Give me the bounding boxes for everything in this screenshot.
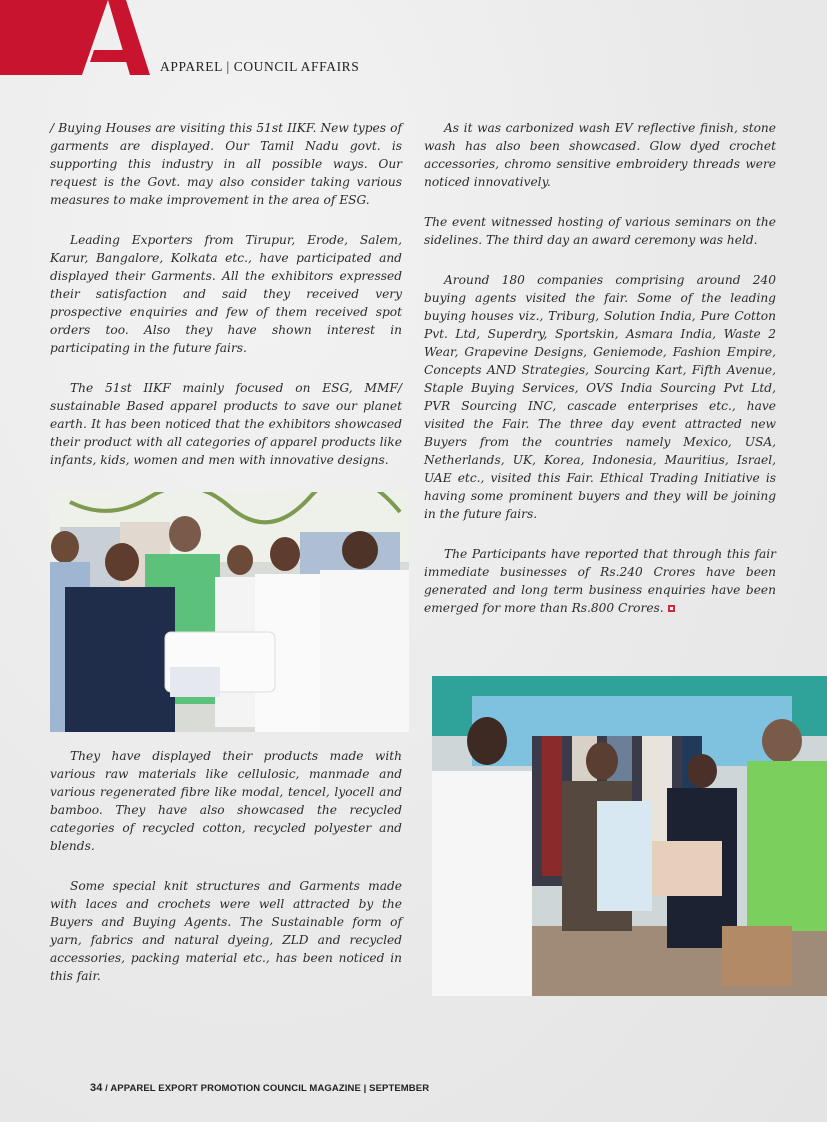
end-of-article-icon [668,605,675,612]
right-column [424,119,776,639]
event-photo-stall [432,676,827,996]
section-title: APPAREL | COUNCIL AFFAIRS [160,59,360,74]
event-photo-delegates [50,492,409,732]
magazine-logo [0,0,160,80]
paragraph: / Buying Houses are visiting this 51st IIKF. New types of garments are displayed. Our Tamil Nadu govt. is supporting this industry in all possible ways. Our request is the Govt. may also consider taking various measures to make improvement in the area of ESG. [50,121,402,207]
paragraph: As it was carbonized wash EV reflective finish, stone wash has also been showcased. Glow dyed crochet accessories, chromo sensitive embroidery threads were noticed innovatively. [424,121,776,189]
page-header [0,0,827,80]
page-number: 34 [90,1082,103,1094]
paragraph-closing [424,545,776,617]
left-column-lower [50,747,402,1007]
footer-separator: / [102,1083,111,1094]
page-footer [90,1082,429,1094]
paragraph: Some special knit structures and Garments made with laces and crochets were well attracted by the Buyers and Buying Agents. The Sustainable form of yarn, fabrics and natural dyeing, ZLD and recycled accessories, packing material etc., has been noticed in this fair. [50,879,402,983]
paragraph: Leading Exporters from Tirupur, Erode, Salem, Karur, Bangalore, Kolkata etc., have participated and displayed their Garments. All the exhibitors expressed their satisfaction and said they received very prospective enquiries and few of them received spot orders too. Also they have shown interest in participating in the future fairs. [50,233,402,355]
paragraph: They have displayed their products made with various raw materials like cellulosic, manmade and various regenerated fibre like modal, tencel, lyocell and bamboo. They have also showcased the recycled categories of recycled cotton, recycled polyester and blends. [50,749,402,853]
paragraph: The event witnessed hosting of various seminars on the sidelines. The third day an award ceremony was held. [424,215,776,247]
paragraph: The 51st IIKF mainly focused on ESG, MMF/ sustainable Based apparel products to save our planet earth. It has been noticed that the exhibitors showcased their product with all categories of apparel products like infants, kids, women and men with innovative designs. [50,381,402,467]
left-column [50,119,402,491]
paragraph-text: The Participants have reported that through this fair immediate businesses of Rs.240 Crores have been generated and long term business enquiries have been emerged for more than Rs.800 Crores. [424,547,776,615]
paragraph: Around 180 companies comprising around 240 buying agents visited the fair. Some of the leading buying houses viz., Triburg, Solution India, Pure Cotton Pvt. Ltd, Superdry, Sportskin, Asmara India, Waste 2 Wear, Grapevine Designs, Geniemode, Fashion Empire, Concepts AND Strategies, Sourcing Kart, Fifth Avenue, Staple Buying Services, OVS India Sourcing Pvt Ltd, PVR Sourcing INC, cascade enterprises etc., have visited the Fair. The three day event attracted new Buyers from the countries namely Mexico, USA, Netherlands, UK, Korea, Indonesia, Mauritius, Israel, UAE etc., visited this Fair. Ethical Trading Initiative is having some prominent buyers and they will be joining in the future fairs. [424,273,776,521]
magazine-name: APPAREL EXPORT PROMOTION COUNCIL MAGAZINE | SEPTEMBER [110,1083,430,1094]
